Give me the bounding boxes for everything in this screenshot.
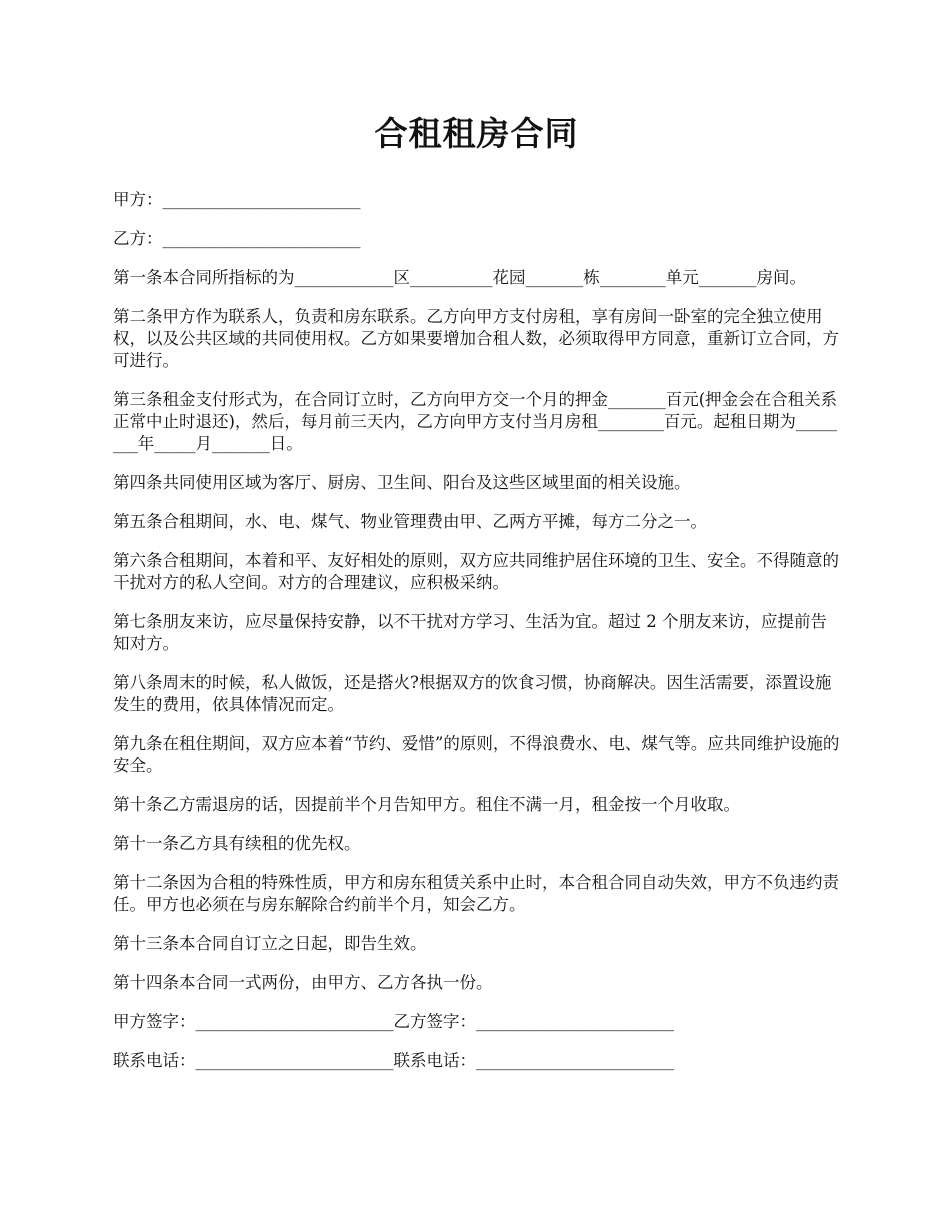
- clause-8: 第八条周末的时候，私人做饭，还是搭火?根据双方的饮食习惯，协商解决。因生活需要，添置设施发生的费用，依具体情况而定。: [113, 673, 832, 714]
- phone-line: 联系电话：________________________联系电话：________________________: [113, 1051, 674, 1070]
- clause-10: 第十条乙方需退房的话，因提前半个月告知甲方。租住不满一月，租金按一个月收取。: [113, 795, 740, 814]
- clause-12: 第十二条因为合租的特殊性质，甲方和房东租赁关系中止时，本合租合同自动失效，甲方不负违约责任。甲方也必须在与房东解除合约前半个月，知会乙方。: [113, 873, 839, 914]
- clause-14: 第十四条本合同一式两份，由甲方、乙方各执一份。: [113, 973, 493, 992]
- clause-11: 第十一条乙方具有续租的优先权。: [113, 834, 361, 853]
- clause-3: 第三条租金支付形式为，在合同订立时，乙方向甲方交一个月的押金_______百元(押金会在合租关系正常中止时退还)，然后，每月前三天内，乙方向甲方支付当月房租________百元。起租日期为________年_____月_______日。: [113, 390, 838, 453]
- clause-6: 第六条合租期间，本着和平、友好相处的原则，双方应共同维护居住环境的卫生、安全。不得随意的干扰对方的私人空间。对方的合理建议，应积极采纳。: [113, 551, 839, 592]
- party-b-line: 乙方：________________________: [113, 229, 361, 248]
- clause-5: 第五条合租期间，水、电、煤气、物业管理费由甲、乙两方平摊，每方二分之一。: [113, 512, 707, 531]
- clause-13: 第十三条本合同自订立之日起，即告生效。: [113, 934, 427, 953]
- clause-2: 第二条甲方作为联系人，负责和房东联系。乙方向甲方支付房租，享有房间一卧室的完全独立使用权，以及公共区域的共同使用权。乙方如果要增加合租人数，必须取得甲方同意，重新订立合同，方可进行。: [113, 307, 839, 370]
- clause-4: 第四条共同使用区域为客厅、厨房、卫生间、阳台及这些区域里面的相关设施。: [113, 473, 691, 492]
- party-a-line: 甲方：________________________: [113, 190, 361, 209]
- clause-9: 第九条在租住期间，双方应本着“节约、爱惜”的原则，不得浪费水、电、煤气等。应共同维护设施的安全。: [113, 734, 840, 775]
- clause-1: 第一条本合同所指标的为____________区__________花园_______栋________单元_______房间。: [113, 268, 806, 287]
- document-title: 合租租房合同: [374, 114, 579, 153]
- clause-7: 第七条朋友来访，应尽量保持安静，以不干扰对方学习、生活为宜。超过 2 个朋友来访，应提前告知对方。: [113, 612, 827, 653]
- signature-line: 甲方签字：________________________乙方签字：________________________: [113, 1012, 674, 1031]
